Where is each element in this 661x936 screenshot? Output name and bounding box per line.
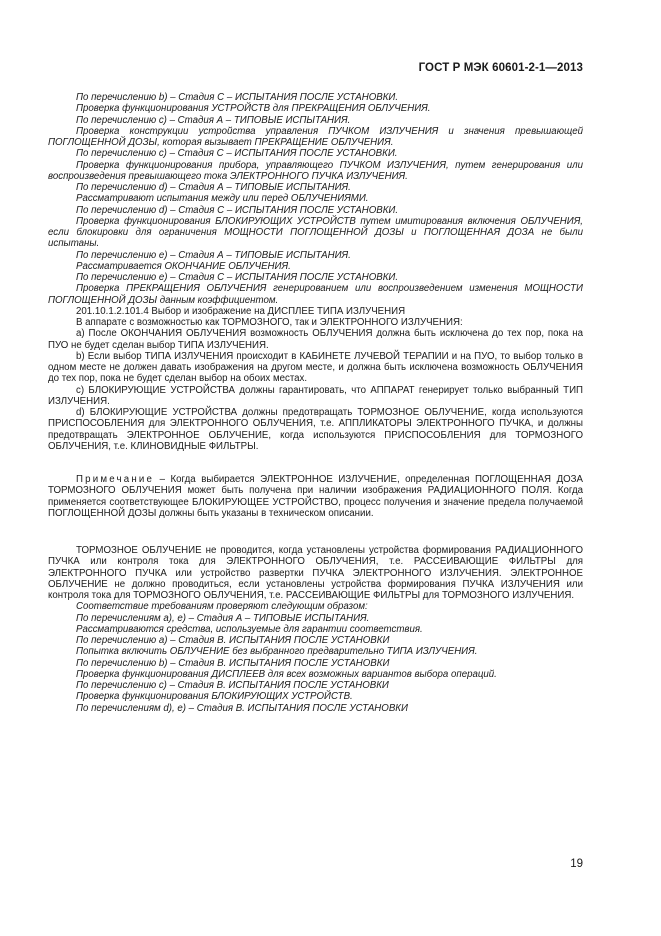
paragraph: Проверка конструкции устройства управления ПУЧКОМ ИЗЛУЧЕНИЯ и значения превышающей ПОГЛОЩЕННОЙ ДОЗЫ, которая вызывает ПРЕКРАЩЕНИЕ ОБЛУЧЕНИЯ. (48, 125, 583, 148)
note-label: Примечание (76, 474, 155, 485)
paragraph: По перечислению d) – Стадия А – ТИПОВЫЕ ИСПЫТАНИЯ. (76, 182, 351, 193)
document-body (48, 92, 583, 714)
document-header: ГОСТ Р МЭК 60601-2-1—2013 (418, 62, 583, 74)
paragraph: По перечислению c) – Стадия В. ИСПЫТАНИЯ ПОСЛЕ УСТАНОВКИ (76, 680, 389, 691)
paragraph: По перечислению e) – Стадия А – ТИПОВЫЕ ИСПЫТАНИЯ. (76, 249, 351, 261)
paragraph: 201.10.1.2.101.4 Выбор и изображение на ДИСПЛЕЕ ТИПА ИЗЛУЧЕНИЯ (76, 305, 406, 317)
page-number: 19 (570, 858, 583, 870)
paragraph: ТОРМОЗНОЕ ОБЛУЧЕНИЕ не проводится, когда установлены устройства формирования РАДИАЦИОННОГО ПУЧКА или контроля тока для ЭЛЕКТРОННОГО ОБЛУЧЕНИЯ, т.е. РАССЕИВАЮЩИЕ ФИЛЬТРЫ для ЭЛЕКТРОННОГО ПУЧКА или устройство развертки ПУЧКА ЭЛЕКТРОННОГО ИЗЛУЧЕНИЯ. ЭЛЕКТРОННОЕ ОБЛУЧЕНИЕ не должно проводиться, если установлены устройства формирования ПУЧКА ИЗЛУЧЕНИЯ или контроля тока для ТОРМОЗНОГО ОБЛУЧЕНИЯ, т.е. РАССЕИВАЮЩИЕ ФИЛЬТРЫ для ТОРМОЗНОГО ИЗЛУЧЕНИЯ. (48, 545, 583, 601)
paragraph: b) Если выбор ТИПА ИЗЛУЧЕНИЯ происходит в КАБИНЕТЕ ЛУЧЕВОЙ ТЕРАПИИ и на ПУО, то выбор только в одном месте не должен давать изображения на другом месте, и должна быть исключена возможность ОБЛУЧЕНИЯ до тех пор, пока не будет сделан выбор на обоих местах. (48, 350, 583, 385)
paragraph: По перечислениям d), e) – Стадия В. ИСПЫТАНИЯ ПОСЛЕ УСТАНОВКИ (76, 702, 408, 714)
paragraph: По перечислению c) – Стадия А – ТИПОВЫЕ ИСПЫТАНИЯ. (76, 114, 351, 126)
text-block-1 (48, 92, 583, 452)
note-paragraph (48, 474, 583, 519)
paragraph: d) БЛОКИРУЮЩИЕ УСТРОЙСТВА должны предотвращать ТОРМОЗНОЕ ОБЛУЧЕНИЕ, когда используются ПРИСПОСОБЛЕНИЯ для ЭЛЕКТРОННОГО ОБЛУЧЕНИЯ, т.е. АППЛИКАТОРЫ ЭЛЕКТРОННОГО ПУЧКА, и должны предотвращать ЭЛЕКТРОННОЕ ОБЛУЧЕНИЕ, когда используются ПРИСПОСОБЛЕНИЯ для ТОРМОЗНОГО ОБЛУЧЕНИЯ, т.е. КЛИНОВИДНЫЕ ФИЛЬТРЫ. (48, 407, 583, 452)
paragraph: По перечислению d) – Стадия С – ИСПЫТАНИЯ ПОСЛЕ УСТАНОВКИ. (76, 204, 399, 216)
paragraph: Проверка ПРЕКРАЩЕНИЯ ОБЛУЧЕНИЯ генерированием или воспроизведением изменения МОЩНОСТИ ПОГЛОЩЕННОЙ ДОЗЫ данным коэффициентом. (48, 283, 583, 306)
paragraph: c) БЛОКИРУЮЩИЕ УСТРОЙСТВА должны гарантировать, что АППАРАТ генерирует только выбранный ТИП ИЗЛУЧЕНИЯ. (48, 384, 583, 407)
paragraph: Проверка функционирования ДИСПЛЕЕВ для всех возможных вариантов выбора операций. (76, 668, 497, 680)
paragraph: a) После ОКОНЧАНИЯ ОБЛУЧЕНИЯ возможность ОБЛУЧЕНИЯ должна быть исключена до тех пор, пока на ПУО не будет сделан выбор ТИПА ИЗЛУЧЕНИЯ. (48, 328, 583, 351)
paragraph: В аппарате с возможностью как ТОРМОЗНОГО, так и ЭЛЕКТРОННОГО ИЗЛУЧЕНИЯ: (76, 317, 463, 328)
paragraph: Проверка функционирования прибора, управляющего ПУЧКОМ ИЗЛУЧЕНИЯ, путем генерирования или воспроизведения превышающего тока ЭЛЕКТРОННОГО ПУЧКА ИЗЛУЧЕНИЯ. (48, 159, 583, 182)
paragraph: Рассматриваются средства, используемые для гарантии соответствия. (76, 623, 423, 635)
paragraph: По перечислению a) – Стадия В. ИСПЫТАНИЯ ПОСЛЕ УСТАНОВКИ (76, 635, 390, 646)
paragraph: По перечислению b) – Стадия В. ИСПЫТАНИЯ ПОСЛЕ УСТАНОВКИ (76, 657, 390, 669)
paragraph: Соответствие требованиям проверяют следующим образом: (76, 601, 368, 613)
paragraph: По перечислению e) – Стадия С – ИСПЫТАНИЯ ПОСЛЕ УСТАНОВКИ. (76, 272, 399, 283)
text-block-2 (48, 545, 583, 714)
paragraph: По перечислениям a), e) – Стадия А – ТИПОВЫЕ ИСПЫТАНИЯ. (76, 612, 370, 624)
paragraph: Рассматривают испытания между или перед ОБЛУЧЕНИЯМИ. (76, 193, 369, 205)
paragraph: Рассматривается ОКОНЧАНИЕ ОБЛУЧЕНИЯ. (76, 260, 291, 272)
paragraph: Проверка функционирования УСТРОЙСТВ для ПРЕКРАЩЕНИЯ ОБЛУЧЕНИЯ. (76, 103, 431, 115)
paragraph: Попытка включить ОБЛУЧЕНИЕ без выбранного предварительно ТИПА ИЗЛУЧЕНИЯ. (76, 646, 478, 658)
paragraph: По перечислению c) – Стадия С – ИСПЫТАНИЯ ПОСЛЕ УСТАНОВКИ. (76, 148, 398, 160)
paragraph: Проверка функционирования БЛОКИРУЮЩИХ УСТРОЙСТВ. (76, 691, 353, 703)
paragraph: По перечислению b) – Стадия С – ИСПЫТАНИЯ ПОСЛЕ УСТАНОВКИ. (76, 92, 399, 103)
note-text: – Когда выбирается ЭЛЕКТРОННОЕ ИЗЛУЧЕНИЕ, определенная ПОГЛОЩЕННАЯ ДОЗА ТОРМОЗНОГО ОБЛУЧЕНИЯ может быть получена при наличии изображения РАДИАЦИОННОГО ПОЛЯ. Когда применяется соответствующее БЛОКИРУЮЩЕЕ УСТРОЙСТВО, процесс получения и значение предела получаемой ПОГЛОЩЕННОЙ ДОЗЫ должны быть указаны в техническом описании. (48, 474, 583, 519)
paragraph: Проверка функционирования БЛОКИРУЮЩИХ УСТРОЙСТВ путем имитирования включения ОБЛУЧЕНИЯ, если блокировки для ограничения МОЩНОСТИ ПОГЛОЩЕННОЙ ДОЗЫ и ПОГЛОЩЕННАЯ ДОЗА не были испытаны. (48, 215, 583, 250)
